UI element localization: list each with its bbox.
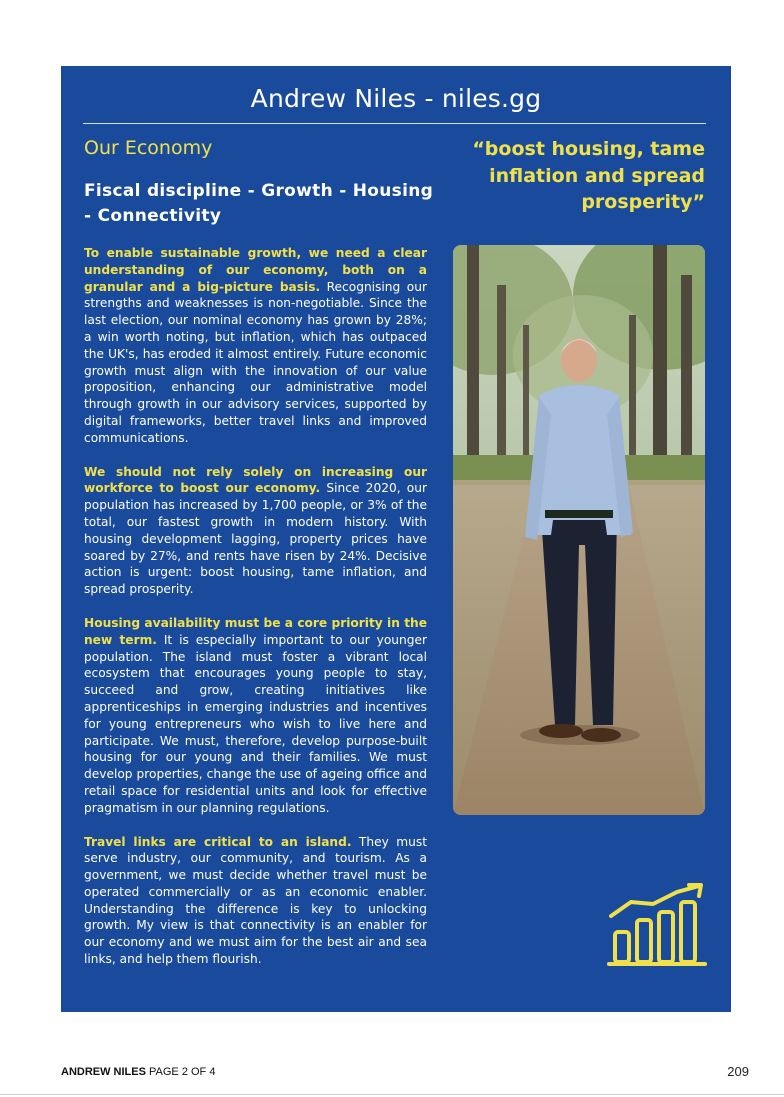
paragraph-lead: Housing availability must be a core priority in the new term.	[84, 615, 427, 647]
section-subheading: Fiscal discipline - Growth - Housing - Connectivity	[84, 181, 434, 226]
footer-label	[61, 1066, 215, 1078]
bottom-divider	[0, 1094, 784, 1095]
portrait-photo	[453, 245, 705, 815]
page-title: Andrew Niles - niles.gg	[250, 84, 542, 113]
paragraph	[84, 464, 427, 598]
paragraph-lead: To enable sustainable growth, we need a clear understanding of our economy, both on a granular and a big-picture basis.	[84, 246, 427, 294]
paragraph	[84, 245, 427, 447]
paragraph-lead: We should not rely solely on increasing our workforce to boost our economy.	[84, 464, 427, 496]
paragraph-text: Since 2020, our population has increased by 1,700 people, or 3% of the total, our fastest growth in modern history. With housing development lagging, property prices have soared by 27%, and rents have risen by 24%. Decisive action is urgent: boost housing, tame inflation, and spread prosperity.	[84, 481, 427, 597]
growth-chart-icon	[607, 882, 707, 966]
portrait-illustration	[453, 245, 705, 815]
paragraph-text: It is especially important to our younger population. The island must foster a vibrant local ecosystem that encourages young people to stay, succeed and grow, creating initiatives like apprenticeships in emerging industries and incentives for young entrepreneurs who wish to live here and participate. We must, therefore, develop purpose-built housing for our young and their families. We must develop properties, change the use of ageing office and retail space for residential units and look for effective pragmatism in our planning regulations.	[84, 632, 427, 815]
section-heading: Our Economy	[84, 137, 213, 159]
paragraph	[84, 834, 427, 968]
footer-page-label: PAGE 2 OF 4	[149, 1066, 216, 1078]
footer-name: ANDREW NILES	[61, 1066, 146, 1078]
paragraph	[84, 615, 427, 817]
paragraph-text: They must serve industry, our community, and tourism. As a government, we must decide whether travel must be operated commercially or as an economic enabler. Understanding the difference is key to unlocking growth. My view is that connectivity is an enabler for our economy and we must aim for the best air and sea links, and help them flourish.	[84, 834, 427, 967]
title-divider	[83, 123, 706, 124]
body-text	[84, 245, 427, 985]
pull-quote: “boost housing, tame inflation and spread prosperity”	[472, 138, 705, 213]
paragraph-lead: Travel links are critical to an island.	[84, 834, 352, 849]
page-number: 209	[727, 1064, 749, 1079]
paragraph-text: Recognising our strengths and weaknesses is non-negotiable. Since the last election, our nominal economy has grown by 28%; a win worth noting, but inflation, which has outpaced the UK's, has eroded it almost entirely. Future economic growth must align with the innovation of our value proposition, enhancing our administrative model through growth in our advisory services, supported by digital frameworks, better travel links and improved communications.	[84, 279, 427, 445]
content-panel	[61, 66, 731, 1012]
